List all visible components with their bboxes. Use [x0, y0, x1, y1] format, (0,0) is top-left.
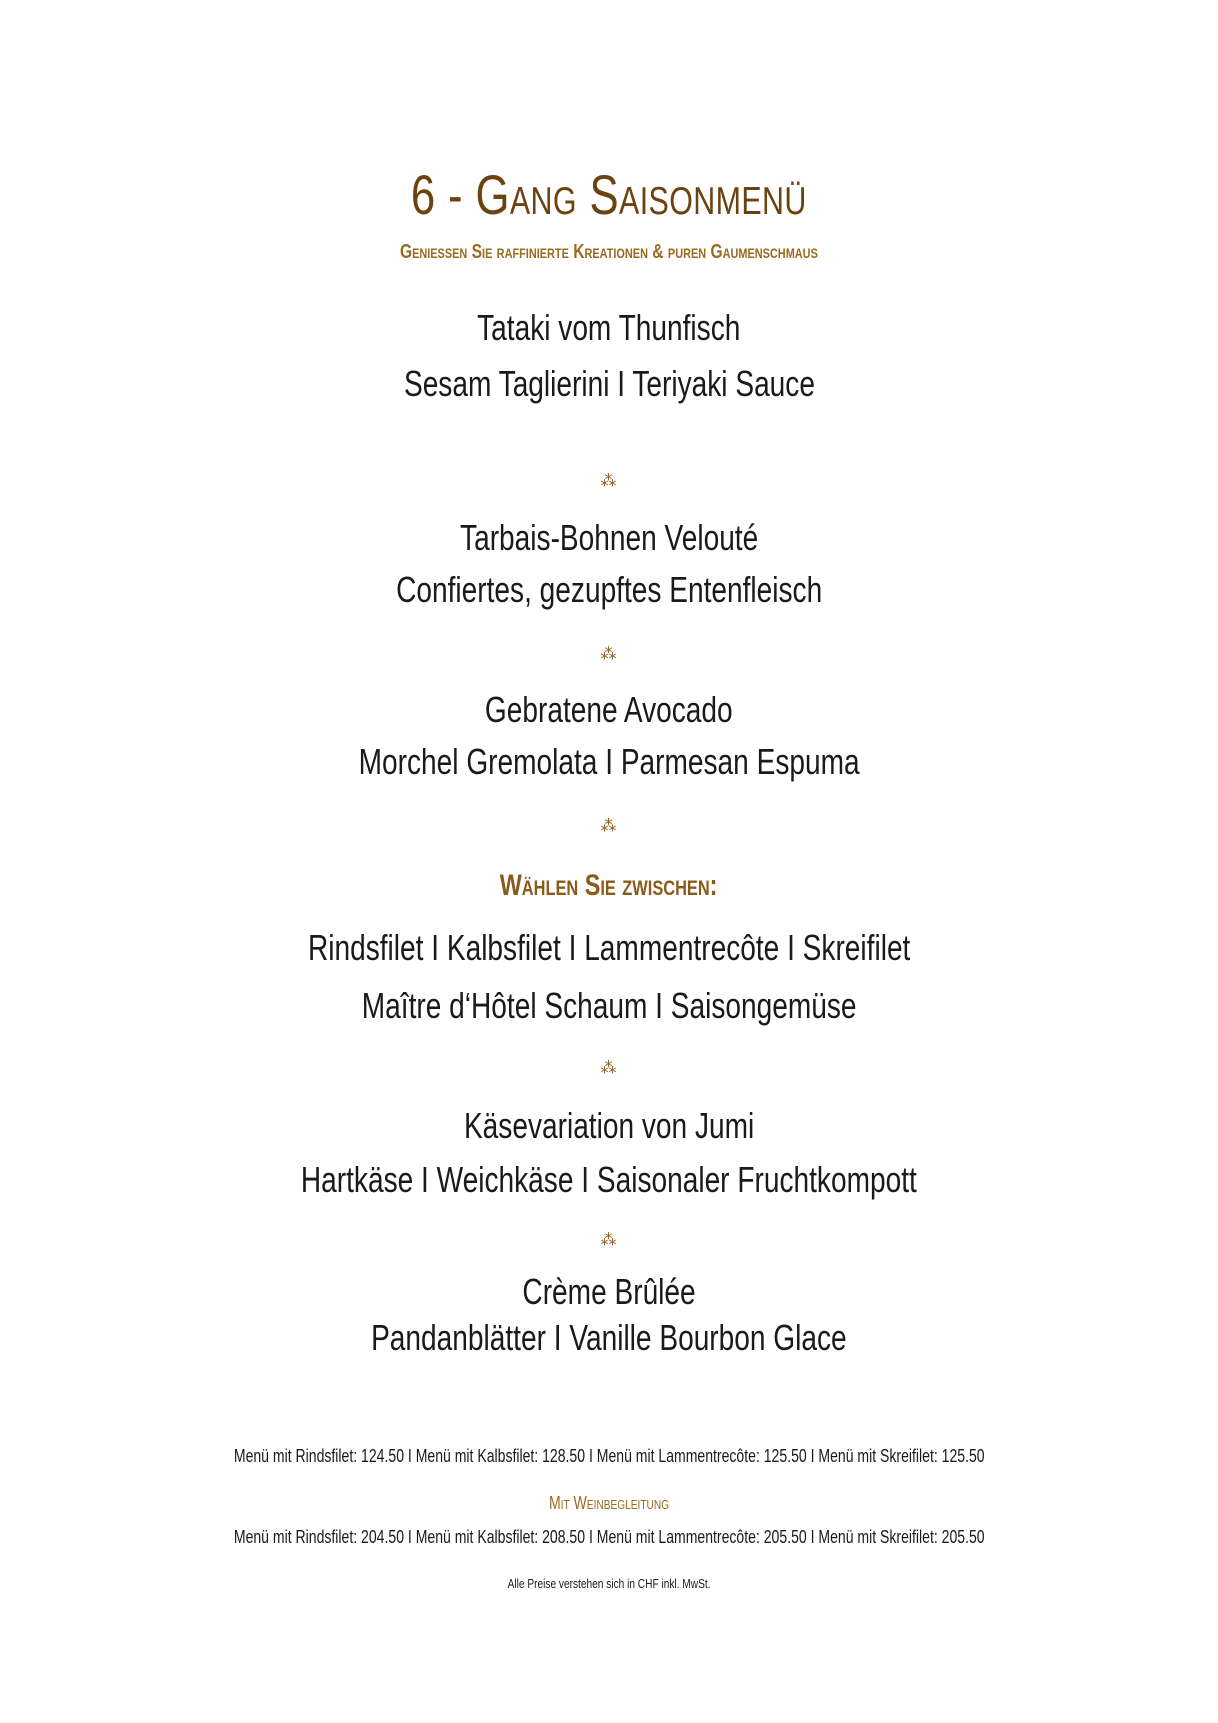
price-note: [0, 1576, 1218, 1592]
course-separator-1: [0, 472, 1218, 492]
star-separator-icon: ⁂: [600, 473, 618, 490]
course-separator-2: [0, 645, 1218, 665]
course-3-name: [0, 688, 1218, 732]
course-5-name-text: Käsevariation von Jumi: [463, 1105, 755, 1146]
course-6-details: [0, 1316, 1218, 1360]
course-3-details-text: Morchel Gremolata I Parmesan Espuma: [358, 741, 860, 782]
course-2-details-text: Confiertes, gezupftes Entenfleisch: [395, 569, 823, 610]
course-1-name: [0, 306, 1218, 350]
course-separator-3: [0, 817, 1218, 837]
course-4-name-text: Rindsfilet I Kalbsfilet I Lammentrecôte I Skreifilet: [307, 927, 911, 968]
course-1-details: [0, 362, 1218, 406]
course-1-details-text: Sesam Taglierini I Teriyaki Sauce: [403, 363, 815, 404]
course-3-details: [0, 740, 1218, 784]
menu-title: [0, 162, 1218, 228]
star-separator-icon: ⁂: [600, 1232, 618, 1249]
course-6-name-text: Crème Brûlée: [522, 1271, 696, 1312]
course-4-details: [0, 984, 1218, 1028]
price-list: [0, 1445, 1218, 1467]
course-separator-4: [0, 1059, 1218, 1079]
course-6-name: [0, 1270, 1218, 1314]
wine-pairing-heading: [0, 1492, 1218, 1514]
course-5-name: [0, 1104, 1218, 1148]
course-2-name: [0, 516, 1218, 560]
price-list-text: Menü mit Rindsfilet: 124.50 I Menü mit Kalbsfilet: 128.50 I Menü mit Lammentrecôte: 125.50 I Menü mit Skreifilet: 125.50: [233, 1446, 985, 1466]
course-3-name-text: Gebratene Avocado: [485, 689, 733, 730]
star-separator-icon: ⁂: [600, 818, 618, 835]
wine-price-list: [0, 1526, 1218, 1548]
course-5-details: [0, 1158, 1218, 1202]
menu-subtitle-text: Geniessen Sie raffinierte Kreationen & puren Gaumenschmaus: [400, 241, 818, 263]
star-separator-icon: ⁂: [600, 1060, 618, 1077]
course-2-details: [0, 568, 1218, 612]
course-2-name-text: Tarbais-Bohnen Velouté: [459, 517, 759, 558]
choice-heading: [0, 868, 1218, 904]
course-1-name-text: Tataki vom Thunfisch: [477, 307, 741, 348]
price-note-text: Alle Preise verstehen sich in CHF inkl. MwSt.: [507, 1576, 711, 1591]
wine-price-list-text: Menü mit Rindsfilet: 204.50 I Menü mit Kalbsfilet: 208.50 I Menü mit Lammentrecôte: 205.50 I Menü mit Skreifilet: 205.50: [233, 1527, 985, 1547]
course-5-details-text: Hartkäse I Weichkäse I Saisonaler Fruchtkompott: [301, 1159, 917, 1200]
course-4-details-text: Maître d‘Hôtel Schaum I Saisongemüse: [361, 985, 857, 1026]
course-6-details-text: Pandanblätter I Vanille Bourbon Glace: [371, 1317, 847, 1358]
choice-heading-text: Wählen Sie zwischen:: [500, 869, 718, 902]
wine-pairing-heading-text: Mit Weinbegleitung: [548, 1493, 670, 1513]
course-separator-5: [0, 1231, 1218, 1251]
menu-subtitle: [0, 240, 1218, 264]
course-4-name: [0, 926, 1218, 970]
menu-title-text: 6 - Gang Saisonmenü: [411, 163, 807, 226]
star-separator-icon: ⁂: [600, 646, 618, 663]
